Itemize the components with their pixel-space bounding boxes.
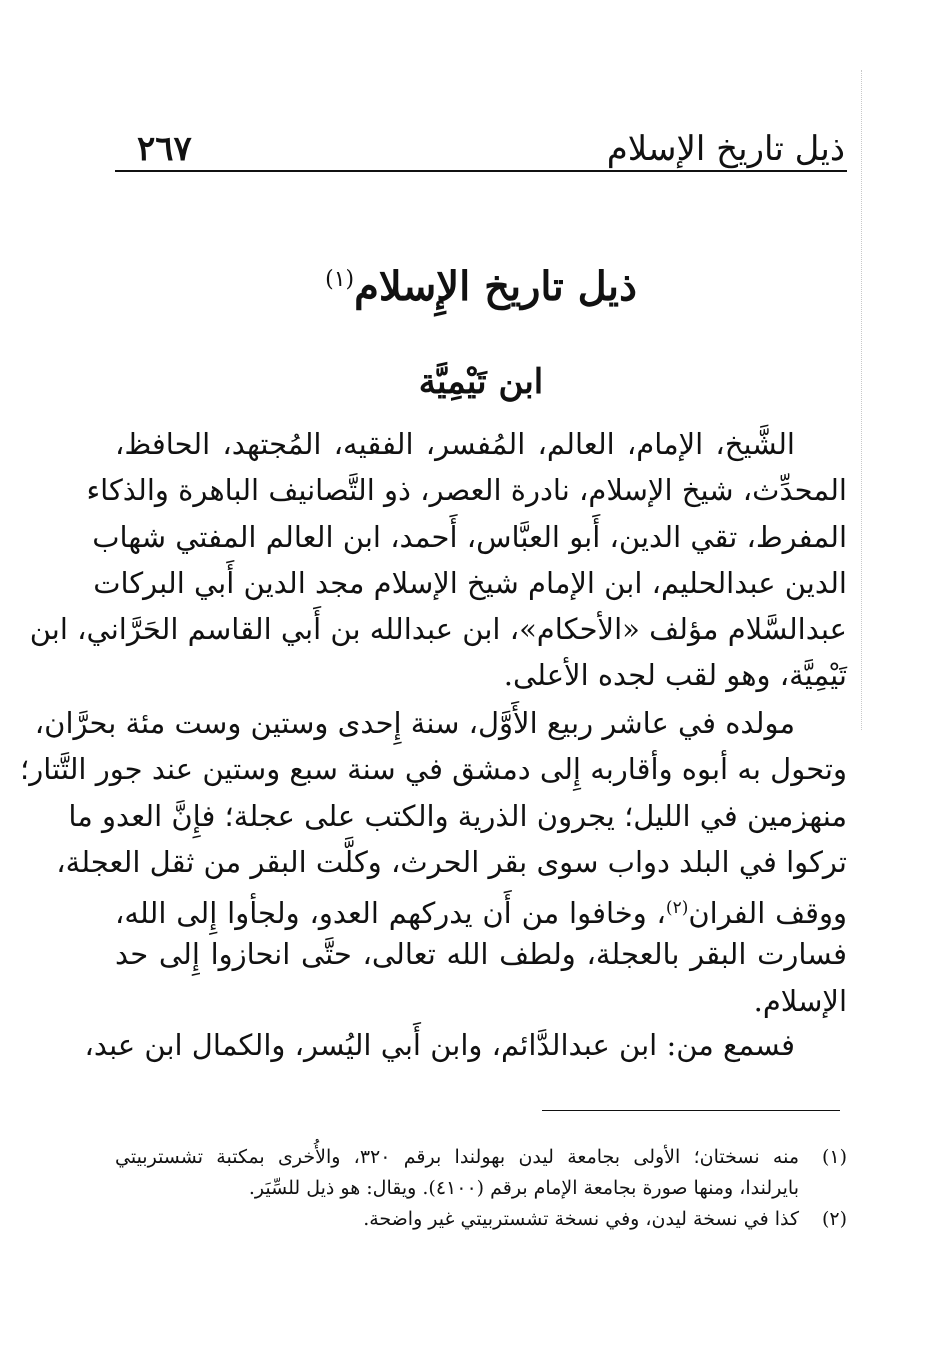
footnote-1 — [115, 1142, 847, 1173]
section-title: ابن تَيْمِيَّة — [418, 362, 544, 402]
footnotes — [115, 1142, 847, 1235]
text-line: فسارت البقر بالعجلة، ولطف الله تعالى، حتَّى انحازوا إِلى حد — [115, 937, 847, 972]
text-line: المحدِّث، شيخ الإسلام، نادرة العصر، ذو التَّصانيف الباهرة والذكاء — [86, 473, 847, 508]
footnote-ref-2[interactable]: (٢) — [665, 898, 689, 919]
text-line: وتحول به أبوه وأقاربه إِلى دمشق في سنة سبع وستين عند جور التَّتار؛ — [20, 752, 847, 787]
paragraph-3 — [84, 1022, 847, 1068]
page-number: ٢٦٧ — [137, 129, 192, 169]
footnote-text: كذا في نسخة ليدن، وفي نسخة تشستربيتي غير واضحة. — [363, 1208, 799, 1230]
text-segment: ووقف الفران — [688, 896, 847, 931]
running-title: ذيل تاريخ الإسلام — [606, 129, 845, 169]
text-line: تَيْمِيَّة، وهو لقب لجده الأعلى. — [503, 658, 847, 693]
text-line: تركوا في البلد دواب سوى بقر الحرث، وكلَّت البقر من ثقل العجلة، — [56, 844, 847, 879]
footnote-separator — [542, 1110, 840, 1111]
paragraph-1 — [29, 421, 847, 699]
footnote-1-continued: بايرلندا، ومنها صورة بجامعة الإمام برقم (٤١٠٠). ويقال: هو ذيل للسِّيَر. — [248, 1177, 799, 1199]
chapter-title-text: ذيل تاريخ الإِسلام — [354, 263, 637, 310]
footnote-number: (١) — [821, 1146, 847, 1168]
chapter-title — [115, 252, 847, 315]
text-line: عبدالسَّلام مؤلف «الأحكام»، ابن عبدالله بن أَبي القاسم الحَرَّاني، ابن — [29, 612, 847, 647]
text-line: الدين عبدالحليم، ابن الإمام شيخ الإسلام مجد الدين أَبي البركات — [93, 565, 847, 600]
footnote-number: (٢) — [821, 1208, 847, 1230]
text-line-with-note — [115, 885, 847, 931]
page-header — [115, 128, 847, 172]
scan-edge-mark — [859, 70, 862, 730]
text-line: المفرط، تقي الدين، أَبو العبَّاس، أَحمد، ابن العالم المفتي شهاب — [92, 519, 847, 554]
footnote-text: منه نسختان؛ الأولى بجامعة ليدن بهولندا برقم ٣٢٠، والأُخرى بمكتبة تشستربيتي — [115, 1146, 799, 1168]
footnote-2 — [115, 1204, 847, 1235]
text-line: الشَّيخ، الإمام، العالم، المُفسر، الفقيه، المُجتهد، الحافظ، — [115, 427, 795, 461]
text-line: منهزمين في الليل؛ يجرون الذرية والكتب على عجلة؛ فإِنَّ العدو ما — [68, 798, 847, 833]
text-line: مولده في عاشر ربيع الأَوَّل، سنة إِحدى وستين وست مئة بحرَّان، — [34, 706, 795, 740]
paragraph-2 — [20, 700, 847, 1024]
text-line: فسمع من: ابن عبدالدَّائم، وابن أَبي اليُسر، والكمال ابن عبد، — [84, 1028, 795, 1062]
text-line: الإسلام. — [753, 983, 847, 1018]
footnote-ref-1[interactable]: (١) — [325, 267, 355, 292]
text-segment: ، وخافوا من أَن يدركهم العدو، ولجأوا إِلى الله، — [115, 896, 666, 931]
